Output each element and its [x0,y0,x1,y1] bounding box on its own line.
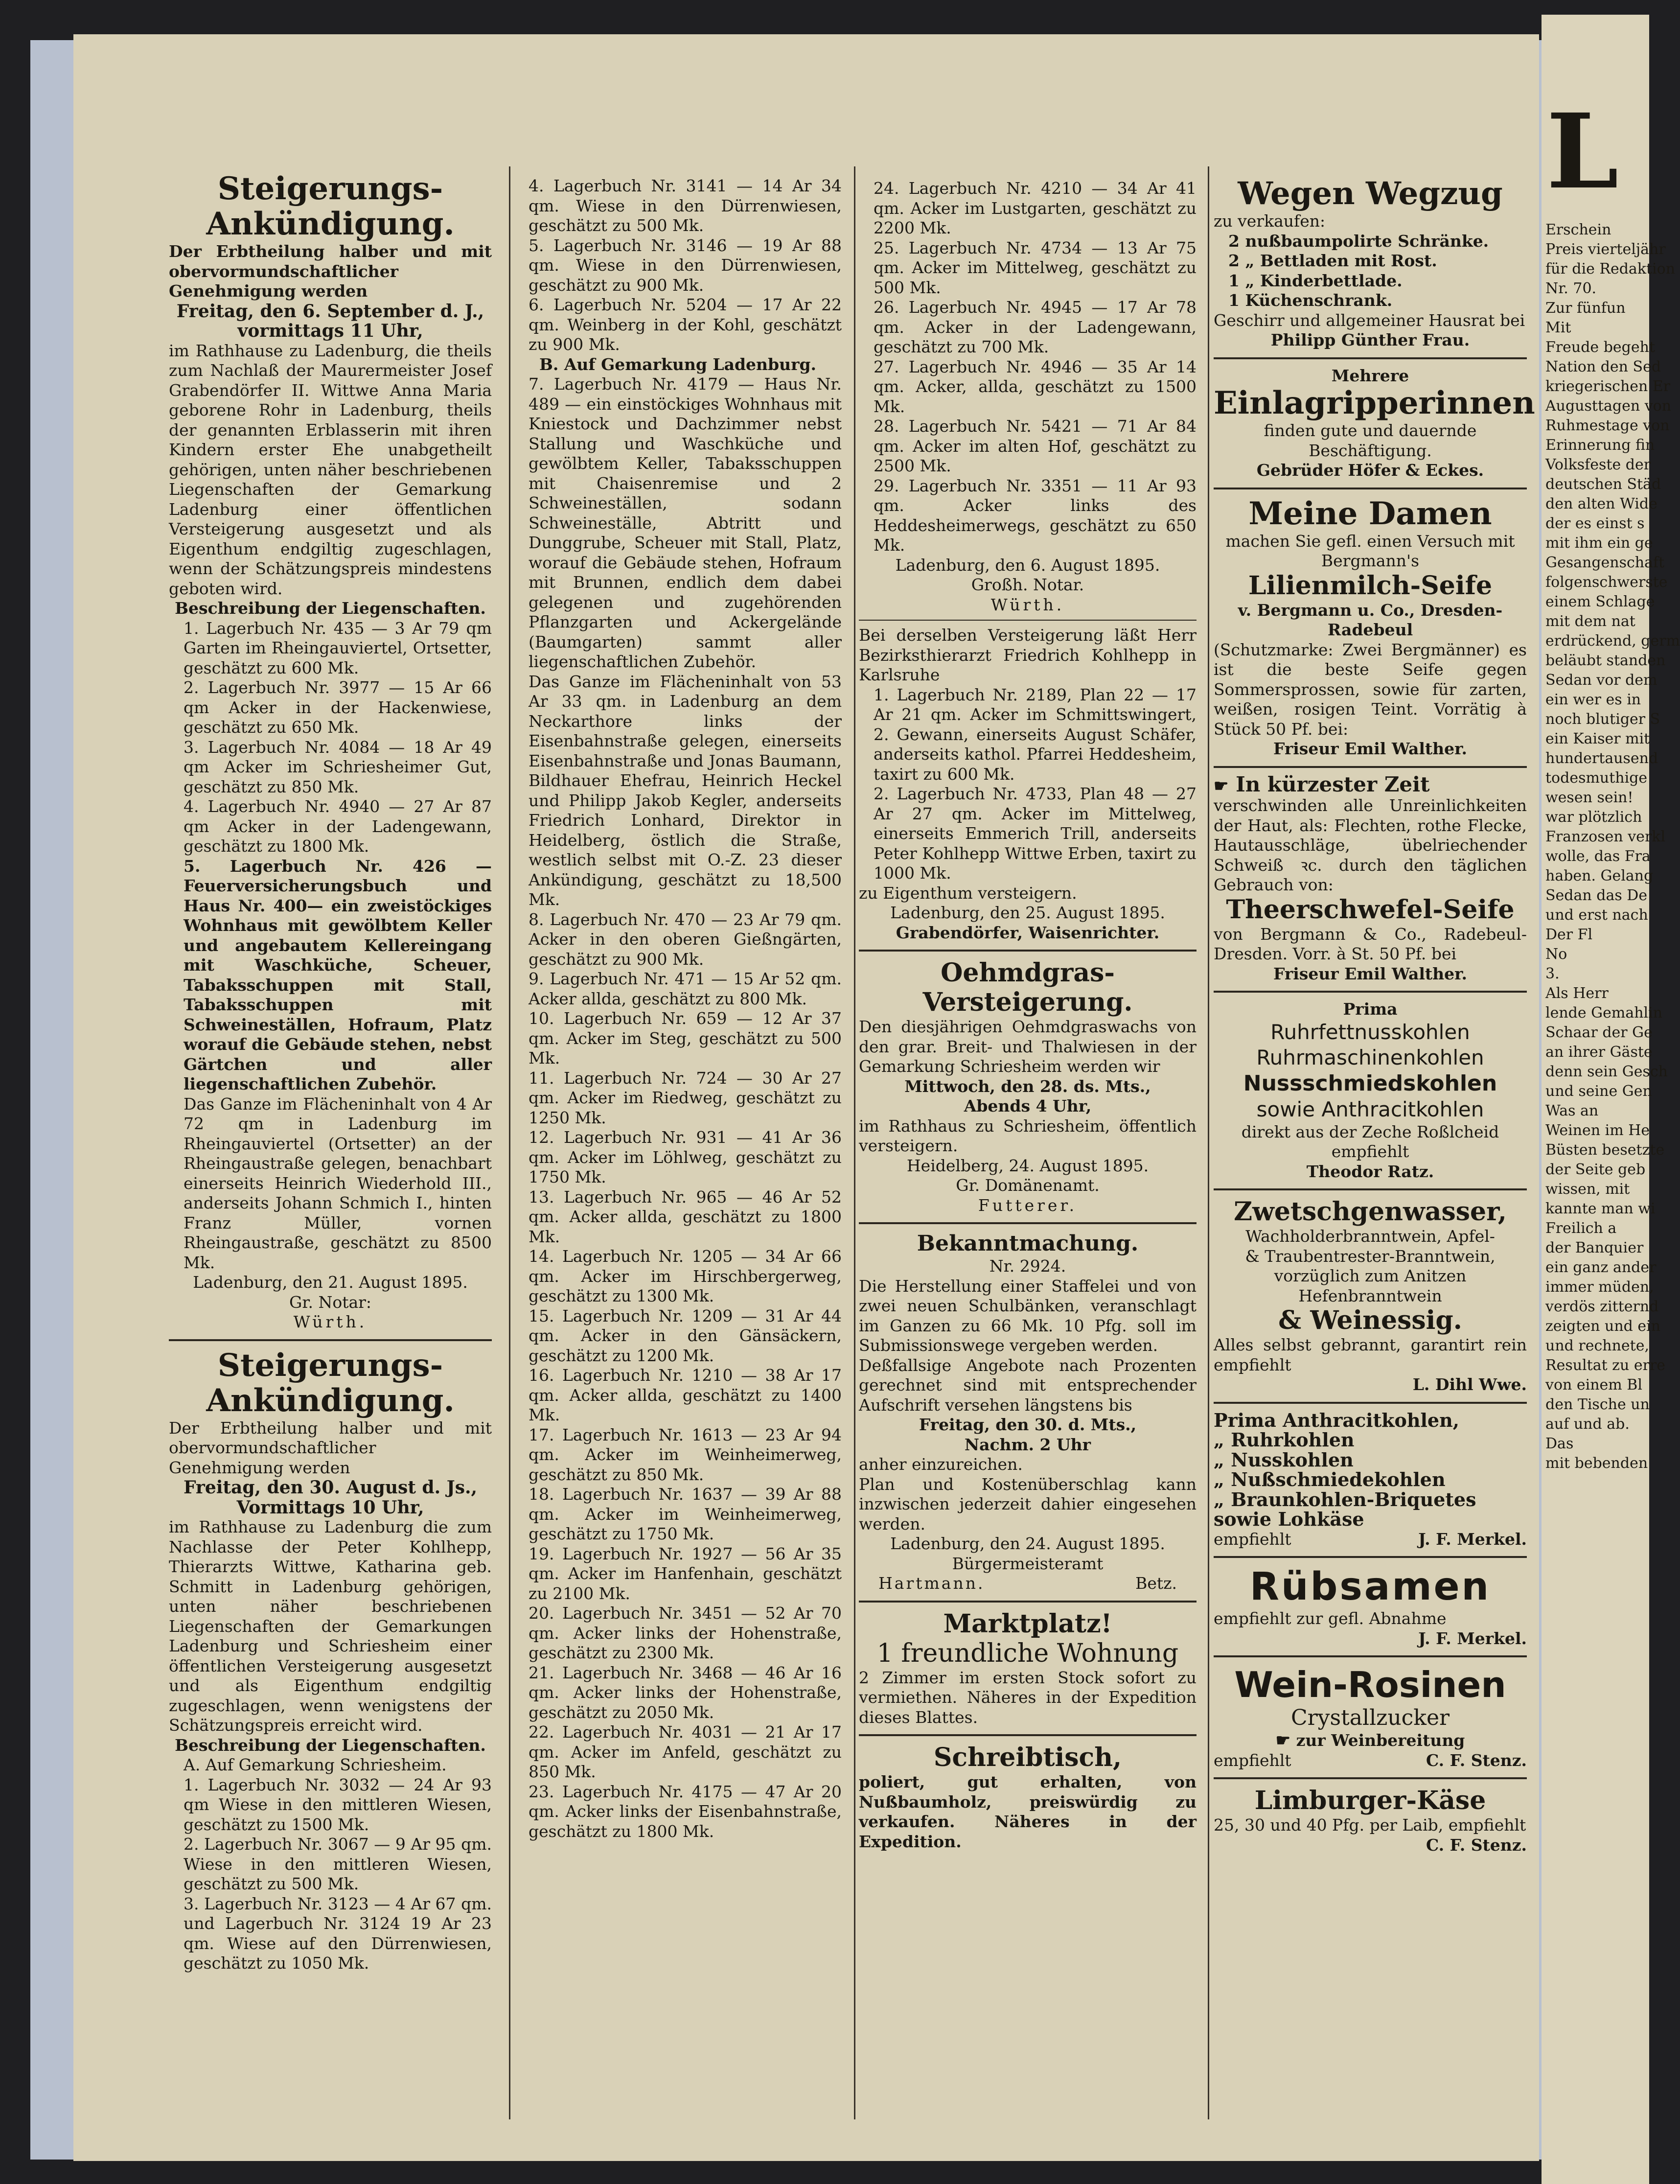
ad-pre: Mehrere [1331,366,1409,385]
next-page-line: Was an [1545,1102,1599,1119]
ad-item: 2 „ Bettladen mit Rost. [1228,251,1437,270]
signature: Friseur Emil Walther. [1273,964,1468,983]
next-page-line: der Banquier [1545,1239,1644,1256]
ad-body: anher einzureichen. [859,1455,1023,1474]
ad-title: Wegen Wegzug [1238,175,1503,212]
next-page-line: Weinen im He [1545,1122,1650,1139]
ad-item: 1 „ Kinderbettlade. [1228,271,1403,290]
ad-title-text: Weinessig. [1310,1305,1462,1335]
signature: J. F. Merkel. [1418,1628,1527,1648]
parcel-item: 13. Lagerbuch Nr. 965 — 46 Ar 52 qm. Acker allda, geschätzt zu 1800 Mk. [529,1187,842,1246]
column-rule [854,166,855,2119]
ad-body: 2 Zimmer im ersten Stock sofort zu vermiethen. Näheres in der Expedition dieses Blattes. [859,1668,1197,1727]
ad-time: Nachm. 2 Uhr [964,1435,1091,1454]
parcel-item: 3. Lagerbuch Nr. 4084 — 18 Ar 49 qm Acker im Schriesheimer Gut, geschätzt zu 850 Mk. [184,737,492,796]
ad-title-text: In kürzester Zeit [1236,772,1430,796]
ad-body: empfiehlt zur gefl. Abnahme [1214,1609,1447,1628]
separator [1214,1655,1527,1657]
next-page-line: Erinnerung fin [1545,437,1655,454]
newspaper-page [73,34,1539,2161]
next-page-line: Volksfeste der [1545,456,1651,473]
separator [859,1601,1197,1603]
coal-ad [1214,1411,1527,1550]
next-page-line: kriegerischen Er [1545,378,1671,395]
next-page-line: Gesangenschaft [1545,554,1665,571]
signature: C. F. Stenz. [1426,1750,1527,1770]
ad-title: Meine Damen [1248,495,1492,532]
parcel-item: 1. Lagerbuch Nr. 2189, Plan 22 — 17 Ar 21 qm. Acker im Schmittswingert, 2. Gewann, einerseits August Schäfer, anderseits kathol. Pfarrei Heddesheim, taxirt zu 600 Mk. [874,685,1197,784]
next-page-line: erdrückend, germ [1545,632,1680,650]
ad-date: Mittwoch, den 28. ds. Mts., [904,1076,1151,1096]
signature: Theodor Ratz. [1306,1162,1434,1181]
ad-line: vorzüglich zum Anitzen [1274,1266,1467,1285]
next-page-line: wissen, mit [1545,1181,1630,1198]
next-page-line: Das [1545,1435,1574,1452]
next-page-line: mit ihm ein ge [1545,534,1653,552]
place-date: Heidelberg, 24. August 1895. [906,1156,1149,1175]
parcel-item: 17. Lagerbuch Nr. 1613 — 23 Ar 94 qm. Acker im Weinheimerweg, geschätzt zu 850 Mk. [529,1425,842,1484]
ditto-mark: „ [1214,1488,1224,1510]
next-page-line: Preis vierteljähr [1545,241,1666,258]
signature-row [859,1574,1197,1594]
parcel-item: 21. Lagerbuch Nr. 3468 — 46 Ar 16 qm. Acker links der Hohenstraße, geschätzt zu 2050 Mk. [529,1663,842,1722]
parcel-item: 11. Lagerbuch Nr. 724 — 30 Ar 27 qm. Acker im Riedweg, geschätzt zu 1250 Mk. [529,1068,842,1127]
parcel-item: 10. Lagerbuch Nr. 659 — 12 Ar 37 qm. Acker im Steg, geschätzt zu 500 Mk. [529,1009,842,1068]
parcel-item: 28. Lagerbuch Nr. 5421 — 71 Ar 84 qm. Acker im alten Hof, geschätzt zu 2500 Mk. [874,417,1197,475]
ad-line-text: Ruhrkohlen [1231,1429,1355,1451]
next-page-line: einem Schlage [1545,593,1655,610]
ad-body: Den diesjährigen Oehmdgraswachs von den grar. Breit- und Thalwiesen in der Gemarkung Schriesheim werden wir [859,1017,1197,1076]
separator [859,1734,1197,1736]
office: Bürgermeisteramt [952,1554,1104,1573]
next-page-line: Freude begeht [1545,339,1656,356]
next-page-line: noch blutiger S [1545,711,1660,728]
parcel-item: 2. Lagerbuch Nr. 4733, Plan 48 — 27 Ar 27 qm. Acker im Mittelweg, einerseits Emmerich Trill, anderseits Peter Kohlhepp Wittwe Erben, taxirt zu 1000 Mk. [874,784,1197,883]
signature: Philipp Günther Frau. [1270,330,1470,349]
notice-date: Freitag, den 30. August d. Js., [183,1477,478,1498]
next-page-fragment [1542,15,1680,2184]
next-page-line: Ruhmestage von [1545,417,1670,434]
parcel-item: 4. Lagerbuch Nr. 4940 — 27 Ar 87 qm Acker in der Ladengewann, geschätzt zu 1800 Mk. [184,797,492,856]
parcel-item: 3. Lagerbuch Nr. 3123 — 4 Ar 67 qm. und Lagerbuch Nr. 3124 19 Ar 23 qm. Wiese auf den Dürrenwiesen, geschätzt zu 1050 Mk. [184,1894,492,1973]
ad-pre: Prima [1343,999,1398,1019]
column-rule [509,166,510,2119]
ad-line [1214,1731,1527,1751]
notary-name: Würth. [990,595,1065,614]
ad-body: (Schutzmarke: Zwei Bergmänner) es ist die beste Seife gegen Sommersprossen, sowie für zarten, weißen, rosigen Teint. Vorrätig à Stück 50 Pf. bei: [1214,640,1527,739]
signature: Futterer. [978,1195,1078,1215]
next-page-line: wolle, das Fra [1545,848,1651,865]
next-page-line: wesen sein! [1545,789,1634,806]
notary-label: Gr. Notar: [289,1292,372,1312]
ad-line-text: Nusskohlen [1231,1448,1354,1471]
masthead-letter: L [1546,91,1619,212]
ad-line [1214,1430,1527,1450]
ad-body: Geschirr und allgemeiner Hausrat bei [1214,310,1525,330]
ad-title: Oehmdgras- [941,958,1115,988]
signature: Grabendörfer, Waisenrichter. [896,923,1160,942]
column-4 [1214,175,1535,1855]
next-page-line: mit bebenden [1545,1455,1648,1472]
parcel-item: 24. Lagerbuch Nr. 4210 — 34 Ar 41 qm. Acker im Lustgarten, geschätzt zu 2200 Mk. [874,179,1197,237]
parcel-item: 1. Lagerbuch Nr. 435 — 3 Ar 79 qm Garten im Rheingauviertel, Ortsetter, geschätzt zu 600 Mk. [184,618,492,677]
column-rule [1208,166,1209,2119]
next-page-line: denn sein Gesch [1545,1063,1668,1080]
parcel-item: 1. Lagerbuch Nr. 3032 — 24 Ar 93 qm Wiese in den mittleren Wiesen, geschätzt zu 1500 Mk. [184,1775,492,1834]
parcel-item: 2. Lagerbuch Nr. 3067 — 9 Ar 95 qm. Wiese in den mittleren Wiesen, geschätzt zu 500 Mk. [184,1835,492,1893]
place-date: Ladenburg, den 6. August 1895. [895,555,1160,575]
ad-line-text: zur Weinbereitung [1296,1731,1465,1750]
next-page-line: ein Kaiser mit [1545,730,1650,747]
next-page-line: Nation den Sed [1545,358,1661,375]
section-heading: Beschreibung der Liegenschaften. [175,1735,486,1755]
ad-line-text: Anthracitkohlen, [1283,1409,1459,1431]
next-page-line: der es einst s [1545,515,1645,532]
separator [1214,1556,1527,1558]
parcel-item: 15. Lagerbuch Nr. 1209 — 31 Ar 44 qm. Acker in den Gänsäckern, geschätzt zu 1200 Mk. [529,1306,842,1365]
parcel-total: Das Ganze im Flächeninhalt von 53 Ar 33 qm. in Ladenburg an dem Neckarthore links der Eisenbahnstraße gelegen, einerseits Eisenbahnstraße und Jonas Baumann, Bildhauer Ehefrau, Heinrich Heckel und Philipp Jakob Kegler, anderseits Friedrich Lonhard, Direktor in Heidelberg, östlich die Straße, westlich selbst mit O.-Z. 23 dieser Ankündigung, geschätzt zu 18,500 Mk. [529,672,842,909]
parcel-item: 16. Lagerbuch Nr. 1210 — 38 Ar 17 qm. Acker allda, geschätzt zu 1400 Mk. [529,1366,842,1424]
ad-line: sowie Anthracitkohlen [1256,1097,1484,1121]
notice-date: Freitag, den 6. September d. J., [176,301,484,322]
signature: C. F. Stenz. [1426,1835,1527,1855]
pointing-hand-icon: ☛ [1275,1731,1291,1750]
ad-firm: v. Bergmann u. Co., Dresden-Radebeul [1238,600,1503,639]
next-page-line: Mit [1545,319,1571,336]
next-page-line: Sedan vor dem [1545,672,1657,689]
ad-body: Die Herstellung einer Staffelei und von zwei neuen Schulbänken, veranschlagt im Ganzen zu 66 Mk. 10 Pfg. soll im Submissionswege vergeben werden. [859,1276,1197,1355]
ad-title: Wein-Rosinen [1234,1664,1506,1705]
next-page-line: auf und ab. [1545,1416,1630,1433]
separator [859,950,1197,952]
ad-title: Marktplatz! [943,1608,1112,1639]
column-2 [514,176,842,1841]
next-page-line: ein ganz ander [1545,1259,1657,1276]
ad-line-text: Braunkohlen-Briquetes [1231,1488,1476,1510]
ad-line: Hefenbranntwein [1298,1286,1442,1305]
notice-intro: Der Erbtheilung halber und mit obervormundschaftlicher Genehmigung werden [169,1418,492,1477]
parcel-item: 6. Lagerbuch Nr. 5204 — 17 Ar 22 qm. Weinberg in der Kohl, geschätzt zu 900 Mk. [529,295,842,354]
parcel-item: 29. Lagerbuch Nr. 3351 — 11 Ar 93 qm. Acker links des Heddesheimerwegs, geschätzt zu 650 Mk. [874,476,1197,555]
parcel-item: 5. Lagerbuch Nr. 3146 — 19 Ar 88 qm. Wiese in den Dürrenwiesen, geschätzt zu 900 Mk. [529,235,842,295]
ad-subtitle: Crystallzucker [1290,1705,1450,1730]
notice-title: Steigerungs- [217,1347,443,1384]
notary-label: Großh. Notar. [971,575,1084,594]
separator [1214,1188,1527,1190]
separator [859,620,1197,621]
extra-close: zu Eigenthum versteigern. [859,883,1077,903]
ditto-mark: „ [1214,1448,1224,1471]
ad-body: Deßfallsige Angebote nach Prozenten gerechnet sind mit entsprechender Aufschrift versehen längstens bis [859,1355,1197,1415]
next-page-line: 3. [1545,965,1560,982]
office: Gr. Domänenamt. [956,1176,1100,1195]
ad-body: empfiehlt [1214,1750,1291,1770]
next-page-line: hundertausend [1545,750,1658,767]
parcel-item: 7. Lagerbuch Nr. 4179 — Haus Nr. 489 — ein einstöckiges Wohnhaus mit Kniestock und Dachzimmer nebst Stallung und Waschküche und gewölbtem Keller, Tabaksschuppen mit Chaisenremise und 2 Schweineställen, sodann Schweineställe, Abtritt und Dunggrube, Scheuer mit Stall, Platz, worauf die Gebäude stehen, Hofraum mit Brunnen, endlich dem dabei gelegenen und zugehörenden Pflanzgarten und Ackergelände (Baumgarten) sammt aller liegenschaftlichen Zubehör. [529,374,842,671]
separator [1214,1402,1527,1404]
signature: J. F. Merkel. [1418,1529,1527,1549]
notice-time: vormittags 11 Uhr, [237,321,423,341]
next-page-line: Schaar der Ge [1545,1024,1653,1041]
column-3 [859,179,1197,1852]
separator [1214,357,1527,359]
ad-body: empfiehlt [1214,1529,1291,1549]
next-page-line: der Seite geb [1545,1161,1646,1178]
ampersand: & [1278,1305,1302,1335]
separator [1214,488,1527,489]
parcel-item: 18. Lagerbuch Nr. 1637 — 39 Ar 88 qm. Acker im Weinheimerweg, geschätzt zu 1750 Mk. [529,1485,842,1543]
next-page-line: mit dem nat [1545,613,1635,630]
ad-title [1214,772,1527,796]
ad-body: verschwinden alle Unreinlichkeiten der Haut, als: Flechten, rothe Flecke, Hautausschläge, übelriechender Schweiß ꝛc. durch den täglichen Gebrauch von: [1214,796,1527,894]
parcel-item: 8. Lagerbuch Nr. 470 — 23 Ar 79 qm. Acker in den oberen Gießngärten, geschätzt zu 900 Mk. [529,909,842,969]
next-page-line: haben. Gelang [1545,867,1654,884]
signature-row [1214,1751,1527,1771]
ad-body: poliert, gut erhalten, von Nußbaumholz, preiswürdig zu verkaufen. Näheres in der Expedition. [859,1772,1197,1851]
ad-body: finden gute und dauernde Beschäftigung. [1264,421,1477,460]
signature: L. Dihl Wwe. [1412,1375,1527,1394]
next-page-line: an ihrer Gäste [1545,1044,1653,1061]
ad-body: Plan und Kostenüberschlag kann inzwischen jederzeit dahier eingesehen werden. [859,1474,1197,1533]
ad-pre: Prima [1214,1409,1276,1431]
ad-subtitle: 1 freundliche Wohnung [876,1638,1179,1668]
ad-line-text: sowie [1214,1508,1272,1530]
place-date: Ladenburg, den 21. August 1895. [193,1273,468,1292]
separator [169,1339,492,1341]
ad-line: Wachholderbranntwein, Apfel- [1245,1227,1495,1246]
next-page-line: immer müden, [1545,1278,1654,1296]
next-page-line: ein wer es in [1545,691,1641,708]
ad-title: Versteigerung. [922,987,1133,1017]
ad-line [1214,1490,1527,1510]
ad-title: Zwetschgenwasser, [1234,1197,1507,1227]
next-page-line: folgenschwerste [1545,574,1668,591]
next-page-line: Erschein [1545,221,1611,238]
ad-title: Lilienmilch-Seife [1248,570,1493,601]
next-page-line: zeigten und ein [1545,1318,1661,1335]
ad-line: Ruhrmaschinenkohlen [1256,1045,1484,1069]
signature: Betz. [1135,1574,1177,1593]
next-page-text [1542,220,1680,1473]
ad-line [1214,1411,1527,1431]
section-heading: Beschreibung der Liegenschaften. [175,599,486,618]
next-page-line: kannte man wi [1545,1200,1656,1217]
next-page-line: für die Redaktion [1545,260,1676,278]
separator [1214,1777,1527,1779]
ad-body: direkt aus der Zeche Roßlcheid empfiehlt [1241,1122,1499,1161]
pointing-hand-icon: ☛ [1214,776,1229,796]
next-page-line: Sedan das De [1545,887,1648,904]
ad-line [1214,1470,1527,1490]
next-page-line: Nr. 70. [1545,280,1597,297]
parcel-item: 20. Lagerbuch Nr. 3451 — 52 Ar 70 qm. Acker links der Hohenstraße, geschätzt zu 2300 Mk. [529,1603,842,1662]
ad-line [1214,1510,1527,1530]
auction-notice-2 [169,1348,492,1974]
next-page-line: todesmuthige [1545,769,1648,787]
ad-title: Limburger-Käse [1254,1786,1486,1815]
next-page-line: No [1545,946,1567,963]
ad-number: Nr. 2924. [989,1256,1066,1276]
column-1 [169,171,492,1974]
next-page-line: den alten Wide [1545,495,1657,512]
parcel-item: 26. Lagerbuch Nr. 4945 — 17 Ar 78 qm. Acker in der Ladengewann, geschätzt zu 700 Mk. [874,298,1197,356]
ad-line-text: Nußschmiedekohlen [1231,1468,1446,1490]
ad-body: zu verkaufen: [1214,211,1326,231]
notice-body: im Rathhause zu Ladenburg die zum Nachlasse der Peter Kohlhepp, Thierarzts Wittwe, Katharina geb. Schmitt in Ladenburg gehörigen, unten näher beschriebenen Liegenschaften der Gemarkungen Ladenburg und Schriesheim einer öffentlichen Versteigerung ausgesetzt und als Eigenthum endgiltig zugeschlagen, wenn wenigstens der Schätzungspreis erreicht wird. [169,1517,492,1735]
next-page-line: den Tische un [1545,1396,1650,1413]
next-page-line: verdös zitternd [1545,1298,1659,1315]
parcel-item: 2. Lagerbuch Nr. 3977 — 15 Ar 66 qm Acker in der Hackenwiese, geschätzt zu 650 Mk. [184,678,492,737]
parcel-item: 12. Lagerbuch Nr. 931 — 41 Ar 36 qm. Acker im Löhlweg, geschätzt zu 1750 Mk. [529,1128,842,1186]
signature: Hartmann. [878,1574,985,1593]
next-page-line: Der Fl [1545,926,1593,943]
ad-body: Alles selbst gebrannt, garantirt rein empfiehlt [1214,1335,1527,1374]
parcel-item: 5. Lagerbuch Nr. 426 — Feuerversicherungsbuch und Haus Nr. 400— ein zweistöckiges Wohnhaus mit gewölbtem Keller und angebautem Kellereingang mit Waschküche, Scheuer, Tabaksschuppen mit Stall, Tabaksschuppen mit Schweineställen, Hofraum, Platz worauf die Gebäude stehen, nebst Gärtchen und aller liegenschaftlichen Zubehör. [184,856,492,1093]
next-page-line: Freilich a [1545,1220,1617,1237]
notice-title: Ankündigung. [206,206,455,242]
ad-date: Freitag, den 30. d. Mts., [919,1415,1137,1434]
notice-body: im Rathhause zu Ladenburg, die theils zum Nachlaß der Maurermeister Josef Grabendörfer II. Wittwe Anna Maria geborene Rohr in Ladenburg, theils der genannten Erblasserin mit ihren Kindern erster Ehe unabgetheilt gehörigen, unten näher beschriebenen Liegenschaften der Gemarkung Ladenburg einer öffentlichen Versteigerung ausgesetzt und als Eigenthum endgiltig zugeschlagen, wenn der Schätzungspreis mindestens geboten wird. [169,341,492,598]
ad-line-text: Lohkäse [1278,1508,1364,1530]
parcel-item: 23. Lagerbuch Nr. 4175 — 47 Ar 20 qm. Acker links der Eisenbahnstraße, geschätzt zu 1800 Mk. [529,1782,842,1841]
ad-title: Rübsamen [1249,1565,1491,1609]
separator [1214,766,1527,768]
ad-item: 1 Küchenschrank. [1228,291,1393,310]
parcel-item: 19. Lagerbuch Nr. 1927 — 56 Ar 35 qm. Acker im Hanfenhain, geschätzt zu 2100 Mk. [529,1544,842,1603]
next-page-line: und rechnete, [1545,1337,1650,1354]
ditto-mark: „ [1214,1468,1224,1490]
parcel-item: 22. Lagerbuch Nr. 4031 — 21 Ar 17 qm. Acker im Anfeld, geschätzt zu 850 Mk. [529,1722,842,1781]
separator [859,1222,1197,1224]
notary-name: Würth. [293,1312,368,1331]
separator [1214,991,1527,993]
signature-row [1214,1530,1527,1550]
auction-notice-1 [169,171,492,1332]
next-page-line: deutschen Städ [1545,476,1661,493]
next-page-line: beläubt standen [1545,652,1666,669]
next-page-line: Zur fünfun [1545,300,1626,317]
ditto-mark: „ [1214,1429,1224,1451]
subsection-heading: B. Auf Gemarkung Ladenburg. [539,354,817,374]
next-page-line: Büsten besetzte [1545,1141,1665,1159]
parcel-item: 25. Lagerbuch Nr. 4734 — 13 Ar 75 qm. Acker im Mittelweg, geschätzt zu 500 Mk. [874,238,1197,297]
parcel-item: 14. Lagerbuch Nr. 1205 — 34 Ar 66 qm. Acker im Hirschbergerweg, geschätzt zu 1300 Mk. [529,1247,842,1305]
next-page-line: Augusttagen von [1545,397,1672,415]
place-date: Ladenburg, den 25. August 1895. [890,903,1165,922]
signature: Gebrüder Höfer & Eckes. [1256,461,1484,480]
ad-line: & Traubentrester-Branntwein, [1245,1246,1496,1266]
ad-time: Abends 4 Uhr, [964,1096,1092,1115]
next-page-line: lende Gemahlin [1545,1004,1663,1022]
next-page-line: und erst nach [1545,906,1648,924]
place-date: Ladenburg, den 24. August 1895. [890,1534,1165,1553]
ad-body: im Rathhaus zu Schriesheim, öffentlich versteigern. [859,1116,1197,1155]
extra-intro: Bei derselben Versteigerung läßt Herr Bezirksthierarzt Friedrich Kohlhepp in Karlsruhe [859,626,1197,684]
next-page-line: Resultat zu erre [1545,1357,1666,1374]
signature: Friseur Emil Walther. [1273,739,1468,758]
parcel-total: Das Ganze im Flächeninhalt von 4 Ar 72 qm in Ladenburg im Rheingauviertel (Ortsetter) an der Rheingaustraße gelegen, benachbart einerseits Heinrich Wiederhold III., anderseits Johann Schmich I., hinten Franz Müller, vornen Rheingaustraße, geschätzt zu 8500 Mk. [184,1094,492,1272]
ad-title [1214,1306,1527,1335]
ad-body: von Bergmann & Co., Radebeul-Dresden. Vorr. à St. 50 Pf. bei [1214,924,1527,963]
ad-title: Einlagripperinnen [1214,385,1535,421]
notice-intro: Der Erbtheilung halber und mit obervormundschaftlicher Genehmigung werden [169,242,492,301]
next-page-line: und seine Gen [1545,1083,1652,1100]
parcel-item: 27. Lagerbuch Nr. 4946 — 35 Ar 14 qm. Acker, allda, geschätzt zu 1500 Mk. [874,357,1197,416]
ad-line: Ruhrfettnusskohlen [1270,1020,1470,1044]
notice-time: Vormittags 10 Uhr, [236,1497,424,1518]
ad-title: Bekanntmachung. [917,1231,1139,1256]
ad-body: machen Sie gefl. einen Versuch mit Bergmann's [1225,531,1515,570]
ad-line: Nussschmiedskohlen [1243,1070,1497,1096]
parcel-item: 9. Lagerbuch Nr. 471 — 15 Ar 52 qm. Acker allda, geschätzt zu 800 Mk. [529,969,842,1008]
ad-title: Schreibtisch, [933,1743,1122,1772]
next-page-line: von einem Bl [1545,1376,1642,1394]
ad-line [1214,1450,1527,1470]
next-page-line: war plötzlich [1545,809,1642,826]
ad-title: Theerschwefel-Seife [1226,894,1515,925]
parcel-item: 4. Lagerbuch Nr. 3141 — 14 Ar 34 qm. Wiese in den Dürrenwiesen, geschätzt zu 500 Mk. [529,176,842,235]
next-page-line: Franzosen verkl [1545,828,1666,845]
ad-body: 25, 30 und 40 Pfg. per Laib, empfiehlt [1214,1815,1526,1835]
subsection-heading: A. Auf Gemarkung Schriesheim. [184,1755,447,1774]
next-page-line: Als Herr [1545,985,1609,1002]
notice-title: Steigerungs- [217,170,443,207]
notice-title: Ankündigung. [206,1382,455,1419]
ad-item: 2 nußbaumpolirte Schränke. [1228,231,1489,251]
